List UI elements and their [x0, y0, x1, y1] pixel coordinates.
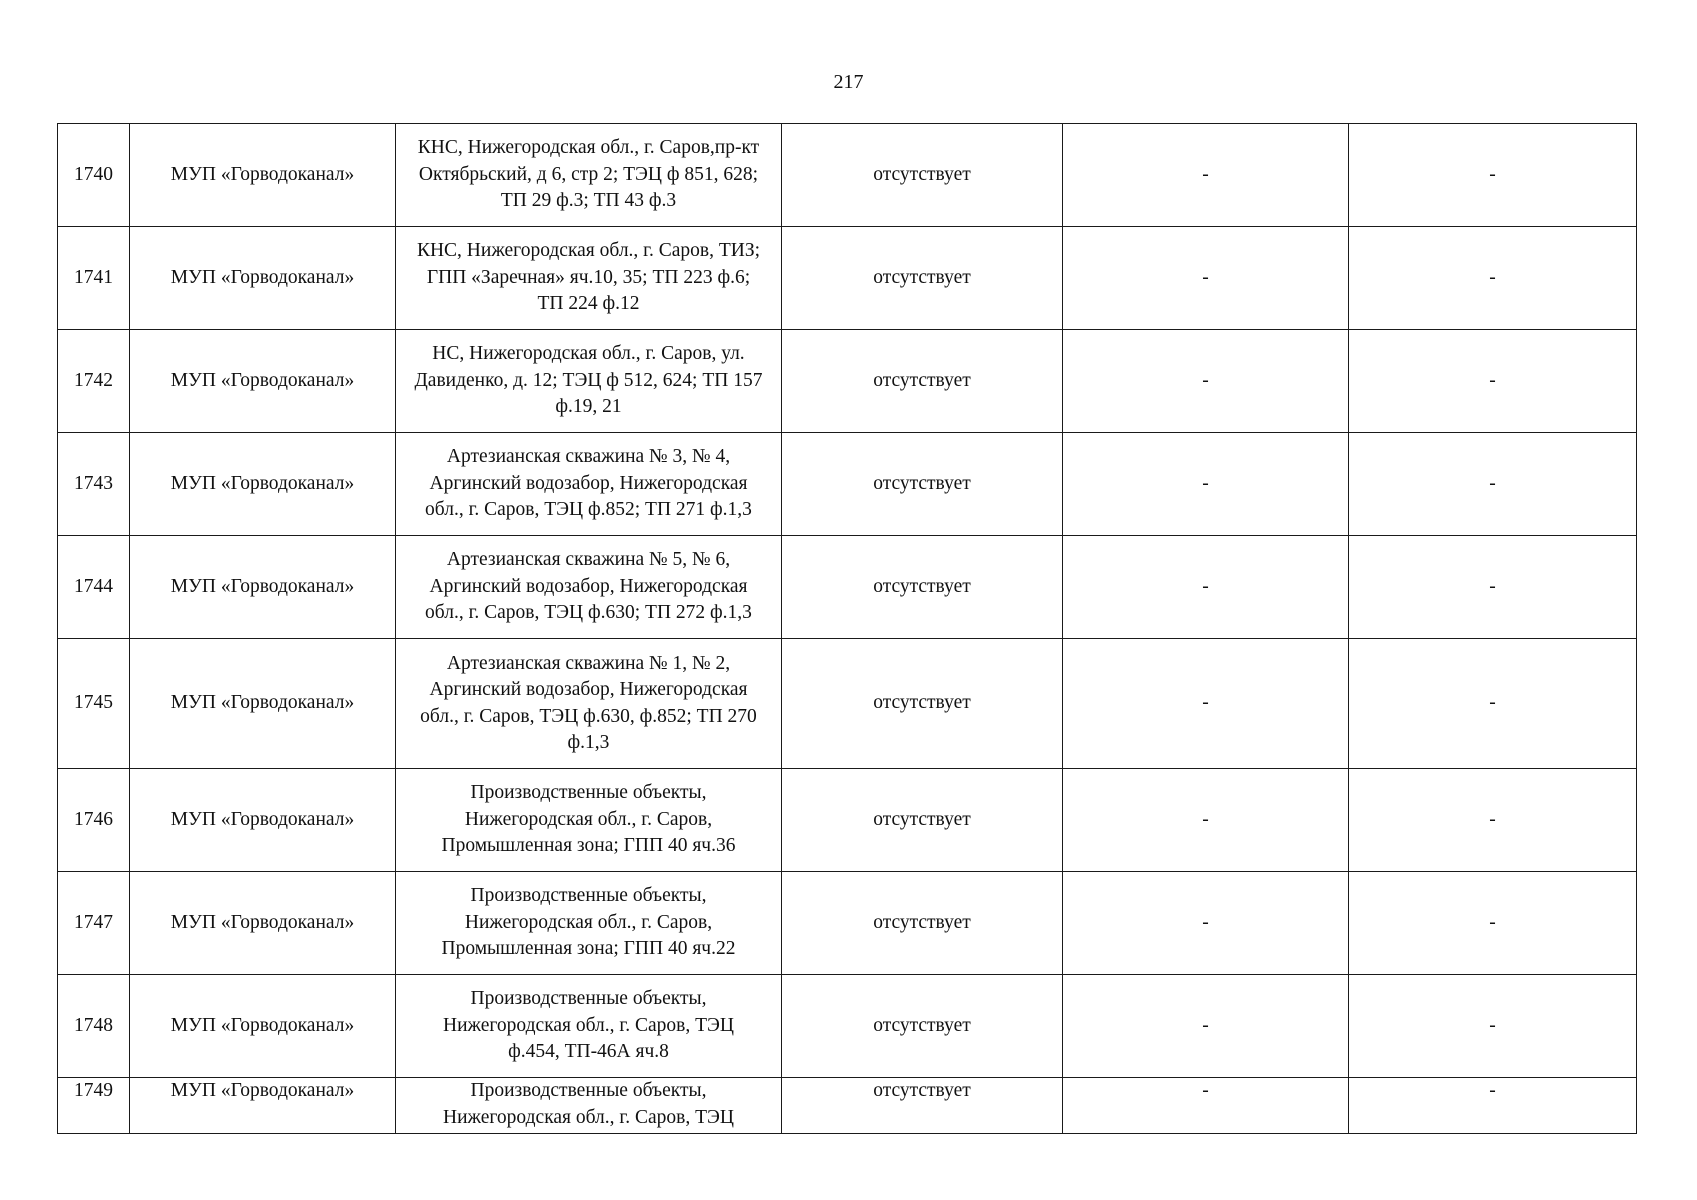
object-description-line: Артезианская скважина № 3, № 4, [446, 446, 731, 468]
object-description-line: Нижегородская обл., г. Саров, ТЭЦ [443, 1014, 734, 1036]
status-cell: отсутствует [782, 769, 1063, 872]
table-row [58, 330, 1637, 433]
row-number-cell: 1743 [58, 433, 130, 536]
column-5-cell: - [1063, 433, 1349, 536]
column-6-cell: - [1349, 227, 1637, 330]
table-row [58, 639, 1637, 769]
column-5-cell: - [1063, 769, 1349, 872]
status-cell: отсутствует [782, 639, 1063, 769]
status-cell: отсутствует [782, 1078, 1063, 1134]
status-cell: отсутствует [782, 330, 1063, 433]
object-description-line: Артезианская скважина № 1, № 2, [446, 652, 731, 674]
column-5-cell: - [1063, 639, 1349, 769]
object-description-line: Давиденко, д. 12; ТЭЦ ф 512, 624; ТП 157 [414, 369, 763, 391]
organization-cell: МУП «Горводоканал» [130, 769, 396, 872]
object-description-line: обл., г. Саров, ТЭЦ ф.852; ТП 271 ф.1,3 [425, 499, 752, 521]
organization-cell: МУП «Горводоканал» [130, 124, 396, 227]
object-description-line: ф.19, 21 [555, 396, 622, 418]
column-6-cell: - [1349, 769, 1637, 872]
organization-cell: МУП «Горводоканал» [130, 433, 396, 536]
object-description-cell [396, 1078, 782, 1134]
column-5-cell: - [1063, 124, 1349, 227]
organization-cell: МУП «Горводоканал» [130, 975, 396, 1078]
object-description-cell [396, 975, 782, 1078]
object-description-line: обл., г. Саров, ТЭЦ ф.630, ф.852; ТП 270 [420, 705, 757, 727]
table-body [58, 124, 1637, 1134]
column-6-cell: - [1349, 433, 1637, 536]
status-cell: отсутствует [782, 124, 1063, 227]
object-description-cell [396, 769, 782, 872]
organization-cell: МУП «Горводоканал» [130, 872, 396, 975]
column-6-cell: - [1349, 536, 1637, 639]
row-number-cell: 1745 [58, 639, 130, 769]
object-description-line: КНС, Нижегородская обл., г. Саров,пр-кт [417, 137, 760, 159]
object-description-line: ГПП «Заречная» яч.10, 35; ТП 223 ф.6; [426, 266, 751, 288]
column-5-cell: - [1063, 536, 1349, 639]
row-number-cell: 1744 [58, 536, 130, 639]
column-5-cell: - [1063, 872, 1349, 975]
object-description-line: Октябрьский, д 6, стр 2; ТЭЦ ф 851, 628; [418, 163, 759, 185]
object-description-line: Аргинский водозабор, Нижегородская [429, 575, 748, 597]
object-description-cell [396, 227, 782, 330]
object-description-line: ф.1,3 [567, 732, 610, 753]
table-row [58, 536, 1637, 639]
table-row [58, 433, 1637, 536]
object-description-cell [396, 330, 782, 433]
table-row [58, 124, 1637, 227]
object-description-line: НС, Нижегородская обл., г. Саров, ул. [432, 343, 745, 365]
object-description-line: Нижегородская обл., г. Саров, [464, 911, 713, 933]
table-row [58, 975, 1637, 1078]
organization-cell: МУП «Горводоканал» [130, 227, 396, 330]
row-number-cell: 1749 [58, 1078, 130, 1134]
object-description-line: Нижегородская обл., г. Саров, ТЭЦ [443, 1106, 734, 1128]
object-description-line: Промышленная зона; ГПП 40 яч.36 [441, 835, 736, 857]
column-5-cell: - [1063, 975, 1349, 1078]
column-5-cell: - [1063, 227, 1349, 330]
organization-cell: МУП «Горводоканал» [130, 1078, 396, 1134]
organization-cell: МУП «Горводоканал» [130, 330, 396, 433]
objects-table [57, 123, 1637, 1134]
table-row [58, 769, 1637, 872]
table-row [58, 872, 1637, 975]
object-description-line: ф.454, ТП-46А яч.8 [508, 1041, 669, 1063]
status-cell: отсутствует [782, 872, 1063, 975]
object-description-line: ТП 29 ф.3; ТП 43 ф.3 [500, 190, 677, 212]
object-description-line: Производственные объекты, [470, 782, 707, 804]
organization-cell: МУП «Горводоканал» [130, 536, 396, 639]
column-6-cell: - [1349, 124, 1637, 227]
object-description-line: Аргинский водозабор, Нижегородская [429, 679, 748, 700]
table-row [58, 1078, 1637, 1134]
object-description-cell [396, 872, 782, 975]
page-number: 217 [833, 71, 864, 93]
object-description-line: Аргинский водозабор, Нижегородская [429, 472, 748, 494]
row-number-cell: 1741 [58, 227, 130, 330]
object-description-cell [396, 536, 782, 639]
object-description-line: Промышленная зона; ГПП 40 яч.22 [441, 938, 736, 960]
row-number-cell: 1747 [58, 872, 130, 975]
object-description-line: ТП 224 ф.12 [537, 293, 640, 315]
column-6-cell: - [1349, 975, 1637, 1078]
object-description-line: Артезианская скважина № 5, № 6, [446, 549, 731, 571]
column-6-cell: - [1349, 872, 1637, 975]
object-description-cell [396, 433, 782, 536]
object-description-line: Производственные объекты, [470, 988, 707, 1010]
object-description-line: Нижегородская обл., г. Саров, [464, 808, 713, 830]
object-description-cell [396, 124, 782, 227]
status-cell: отсутствует [782, 227, 1063, 330]
row-number-cell: 1748 [58, 975, 130, 1078]
status-cell: отсутствует [782, 433, 1063, 536]
object-description-line: обл., г. Саров, ТЭЦ ф.630; ТП 272 ф.1,3 [425, 602, 752, 624]
table-row [58, 227, 1637, 330]
object-description-line: Производственные объекты, [470, 885, 707, 907]
column-5-cell: - [1063, 330, 1349, 433]
status-cell: отсутствует [782, 975, 1063, 1078]
organization-cell: МУП «Горводоканал» [130, 639, 396, 769]
row-number-cell: 1742 [58, 330, 130, 433]
column-6-cell: - [1349, 639, 1637, 769]
column-6-cell: - [1349, 1078, 1637, 1134]
row-number-cell: 1740 [58, 124, 130, 227]
object-description-cell [396, 639, 782, 769]
object-description-line: Производственные объекты, [470, 1080, 707, 1101]
column-5-cell: - [1063, 1078, 1349, 1134]
row-number-cell: 1746 [58, 769, 130, 872]
object-description-line: КНС, Нижегородская обл., г. Саров, ТИЗ; [416, 240, 761, 262]
column-6-cell: - [1349, 330, 1637, 433]
status-cell: отсутствует [782, 536, 1063, 639]
